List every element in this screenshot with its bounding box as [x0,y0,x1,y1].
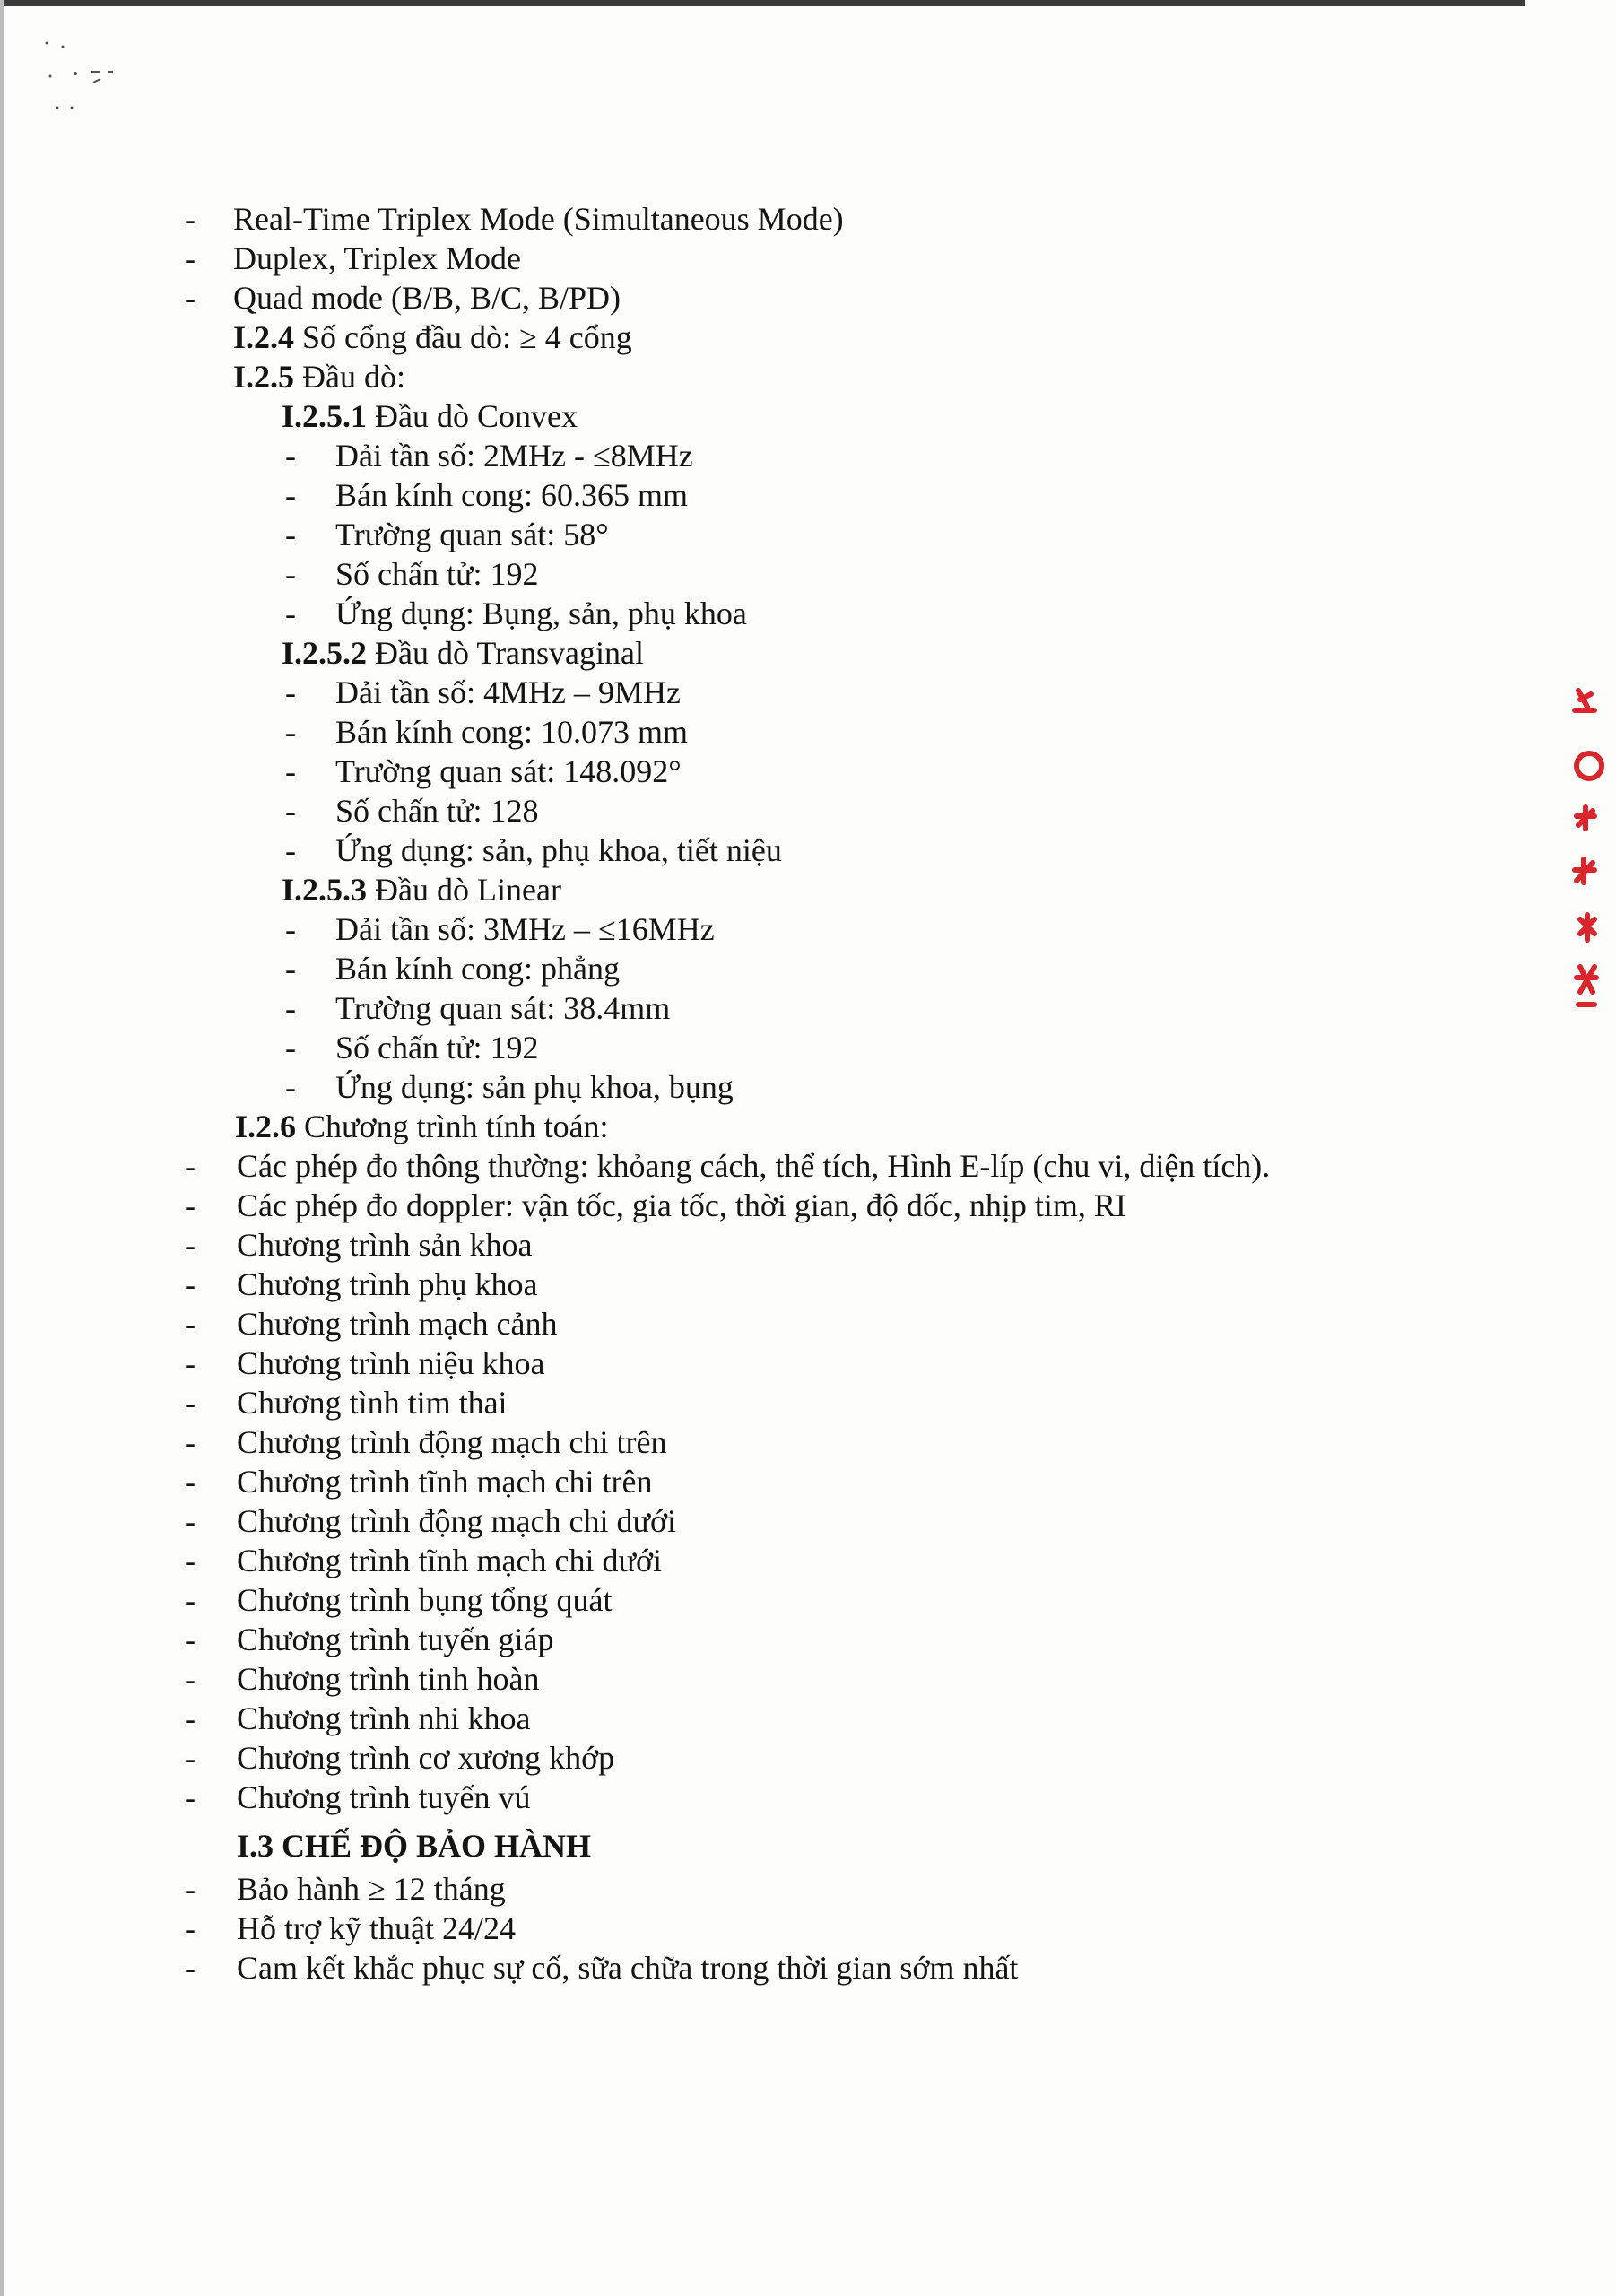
list-dash: - [185,1503,195,1539]
list-dash: - [285,596,296,631]
section-text: Đầu dò Linear [367,872,561,908]
list-dash: - [185,201,195,237]
scan-left-edge [0,0,4,2296]
scan-specks [36,36,135,126]
list-dash: - [185,1187,195,1223]
section-heading-i252 [282,633,644,673]
program-item: Chương trình bụng tổng quát [237,1582,613,1618]
list-dash: - [185,280,195,316]
mode-item: Duplex, Triplex Mode [233,240,522,276]
warranty-heading: I.3 CHẾ ĐỘ BẢO HÀNH [237,1828,592,1864]
spec-item: Dải tần số: 4MHz – 9MHz [335,674,681,710]
section-text: Đầu dò Transvaginal [367,635,645,671]
list-dash: - [185,1622,195,1657]
program-item: Chương trình cơ xương khớp [237,1740,615,1776]
program-item: Chương trình phụ khoa [237,1266,538,1302]
spec-item: Số chấn tử: 192 [335,1030,539,1065]
warranty-item: Cam kết khắc phục sự cố, sữa chữa trong thời gian sớm nhất [237,1950,1019,1986]
list-dash: - [285,753,296,789]
list-dash: - [285,832,296,868]
program-item: Chương trình niệu khoa [237,1345,545,1381]
section-number: I.2.5.2 [282,635,368,671]
section-heading-i24 [233,317,632,357]
list-dash: - [185,1345,195,1381]
list-dash: - [185,1424,195,1460]
section-heading-i251 [282,396,578,436]
spec-item: Bán kính cong: phẳng [335,951,620,987]
list-dash: - [185,1582,195,1618]
warranty-item: Bảo hành ≥ 12 tháng [237,1871,506,1907]
program-item: Chương trình sản khoa [237,1227,533,1263]
spec-item: Bán kính cong: 10.073 mm [335,714,688,750]
list-dash: - [285,911,296,947]
section-heading-i25 [233,357,405,396]
list-dash: - [185,1464,195,1500]
list-dash: - [285,793,296,829]
section-heading-i26 [235,1107,609,1146]
list-dash: - [185,1227,195,1263]
spec-item: Ứng dụng: sản, phụ khoa, tiết niệu [335,832,782,868]
section-text: Số cổng đầu dò: ≥ 4 cổng [294,319,632,355]
program-item: Chương trình tĩnh mạch chi trên [237,1464,653,1500]
spec-item: Trường quan sát: 58° [335,517,609,552]
program-item: Chương trình mạch cảnh [237,1306,558,1342]
red-stamp-fragment [1553,682,1616,1031]
list-dash: - [185,1740,195,1776]
list-dash: - [185,1779,195,1815]
mode-item: Real-Time Triplex Mode (Simultaneous Mode) [233,201,844,237]
list-dash: - [285,1030,296,1065]
program-item: Chương trình tuyến giáp [237,1622,554,1657]
section-number: I.2.5 [233,359,295,395]
program-item: Chương trình động mạch chi trên [237,1424,667,1460]
section-text: Chương trình tính toán: [296,1109,609,1144]
list-dash: - [285,477,296,513]
section-number: I.2.5.3 [282,872,368,908]
list-dash: - [185,1871,195,1907]
section-number: I.2.4 [233,319,295,355]
spec-item: Ứng dụng: sản phụ khoa, bụng [335,1069,734,1105]
list-dash: - [285,714,296,750]
spec-item: Bán kính cong: 60.365 mm [335,477,688,513]
spec-item: Dải tần số: 3MHz – ≤16MHz [335,911,715,947]
list-dash: - [185,1543,195,1578]
spec-item: Trường quan sát: 148.092° [335,753,682,789]
list-dash: - [185,1910,195,1946]
program-item: Chương trình tinh hoàn [237,1661,540,1697]
program-item: Chương tình tim thai [237,1385,508,1421]
spec-item: Số chấn tử: 128 [335,793,539,829]
section-text: Đầu dò: [294,359,405,395]
spec-item: Trường quan sát: 38.4mm [335,990,671,1026]
list-dash: - [285,1069,296,1105]
list-dash: - [185,1148,195,1184]
warranty-item: Hỗ trợ kỹ thuật 24/24 [237,1910,517,1946]
list-dash: - [185,1950,195,1986]
section-text: Đầu dò Convex [367,398,578,434]
spec-item: Dải tần số: 2MHz - ≤8MHz [335,438,693,474]
list-dash: - [285,990,296,1026]
program-item: Chương trình tĩnh mạch chi dưới [237,1543,663,1578]
list-dash: - [185,1306,195,1342]
list-dash: - [285,517,296,552]
mode-item: Quad mode (B/B, B/C, B/PD) [233,280,621,316]
program-item: Các phép đo thông thường: khỏang cách, thể tích, Hình E-líp (chu vi, diện tích). [237,1148,1271,1184]
section-number: I.2.5.1 [282,398,368,434]
section-number: I.2.6 [235,1109,297,1144]
section-heading-i253 [282,870,561,909]
scan-top-edge [0,0,1525,6]
list-dash: - [285,438,296,474]
spec-item: Ứng dụng: Bụng, sản, phụ khoa [335,596,747,631]
list-dash: - [185,240,195,276]
list-dash: - [185,1266,195,1302]
list-dash: - [185,1385,195,1421]
program-item: Các phép đo doppler: vận tốc, gia tốc, thời gian, độ dốc, nhịp tim, RI [237,1187,1126,1223]
program-item: Chương trình tuyến vú [237,1779,531,1815]
program-item: Chương trình nhi khoa [237,1700,531,1736]
spec-item: Số chấn tử: 192 [335,556,539,592]
list-dash: - [185,1661,195,1697]
list-dash: - [285,951,296,987]
list-dash: - [285,674,296,710]
list-dash: - [185,1700,195,1736]
list-dash: - [285,556,296,592]
program-item: Chương trình động mạch chi dưới [237,1503,677,1539]
